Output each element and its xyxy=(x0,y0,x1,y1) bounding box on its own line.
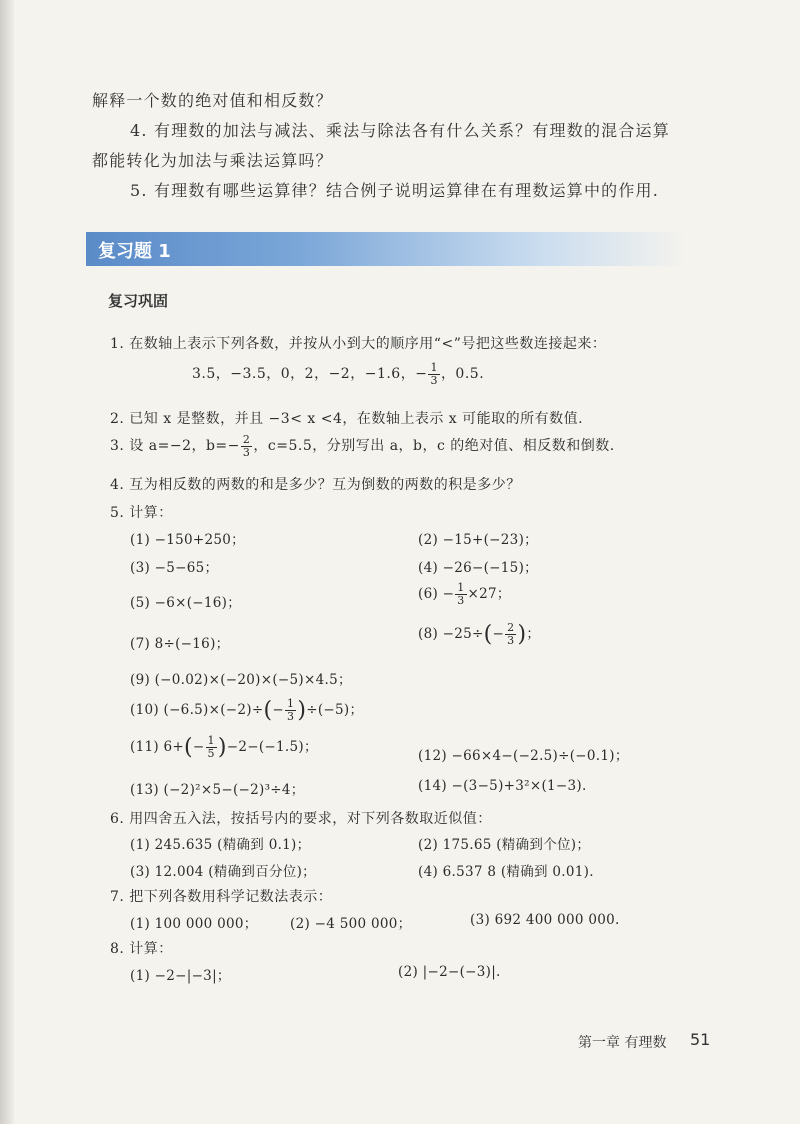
question-6-title: 6. 用四舍五入法，按括号内的要求，对下列各数取近似值： xyxy=(110,811,492,827)
intro-line-1: 解释一个数的绝对值和相反数？ xyxy=(92,91,333,110)
q5-item-10 xyxy=(130,698,363,723)
frac-numerator: 1 xyxy=(430,361,438,374)
q5-item-8-fraction xyxy=(505,622,516,646)
frac-denominator: 3 xyxy=(507,634,515,647)
q8-item-1: (1) −2−|−3|； xyxy=(130,968,231,984)
q5-item-11-b: −2−(−1.5)； xyxy=(226,739,318,755)
q7-item-1: (1) 100 000 000； xyxy=(130,916,258,932)
q3-fraction xyxy=(241,434,253,458)
section-heading: 复习巩固 xyxy=(108,292,169,310)
q5-item-6-fraction xyxy=(455,582,466,606)
frac-numerator: 2 xyxy=(507,621,515,635)
q3-part-a: 3. 设 a=−2，b=− xyxy=(110,438,240,455)
frac-denominator: 3 xyxy=(430,373,438,387)
q5-item-11-a: (11) 6+ xyxy=(130,739,185,755)
q5-item-10-fraction xyxy=(285,698,296,722)
question-7-title: 7. 把下列各数用科学记数法表示： xyxy=(110,889,333,905)
chapter-footer: 第一章 有理数 xyxy=(578,1035,667,1051)
frac-denominator: 3 xyxy=(457,594,465,607)
q5-item-1: (1) −150+250； xyxy=(130,532,245,548)
q5-item-2: (2) −15+(−23)； xyxy=(418,532,538,548)
page-binding-edge xyxy=(0,0,14,1124)
q5-item-8-b: ； xyxy=(526,626,541,642)
intro-line-2: 4. 有理数的加法与减法、乘法与除法各有什么关系？有理数的混合运算 xyxy=(130,121,670,140)
question-1-numbers xyxy=(192,362,484,386)
question-2: 2. 已知 x 是整数，并且 −3< x <4，在数轴上表示 x 可能取的所有数值. xyxy=(110,411,584,427)
q5-item-3: (3) −5−65； xyxy=(130,560,219,576)
intro-line-4: 5. 有理数有哪些运算律？结合例子说明运算律在有理数运算中的作用. xyxy=(130,181,660,200)
q8-item-2: (2) |−2−(−3)|. xyxy=(398,964,501,980)
right-paren: ) xyxy=(297,698,307,723)
q5-item-11-fraction xyxy=(206,735,217,759)
left-paren: ( xyxy=(263,698,273,723)
q1-numbers-b: ，0.5. xyxy=(440,366,485,383)
minus-sign: − xyxy=(492,626,505,642)
q6-item-1: (1) 245.635 (精确到 0.1)； xyxy=(130,837,311,853)
q1-fraction xyxy=(428,362,440,386)
minus-sign: − xyxy=(192,739,205,755)
q5-item-4: (4) −26−(−15)； xyxy=(418,560,538,576)
frac-numerator: 1 xyxy=(207,734,215,748)
frac-numerator: 1 xyxy=(457,581,465,595)
q7-item-3: (3) 692 400 000 000. xyxy=(470,912,620,928)
right-paren: ) xyxy=(217,735,227,760)
frac-numerator: 1 xyxy=(287,697,295,711)
q5-item-11 xyxy=(130,735,318,760)
q5-item-5: (5) −6×(−16)； xyxy=(130,595,242,611)
frac-denominator: 5 xyxy=(207,747,215,760)
page-number: 51 xyxy=(690,1030,711,1049)
q1-numbers-a: 3.5，−3.5，0，2，−2，−1.6，− xyxy=(192,366,428,383)
question-1: 1. 在数轴上表示下列各数，并按从小到大的顺序用“<”号把这些数连接起来： xyxy=(110,336,607,352)
frac-denominator: 3 xyxy=(242,445,251,459)
q5-item-7: (7) 8÷(−16)； xyxy=(130,636,230,652)
q5-item-8 xyxy=(418,622,540,647)
q3-part-b: ，c=5.5，分别写出 a，b，c 的绝对值、相反数和倒数. xyxy=(253,438,615,455)
q5-item-10-b: ÷(−5)； xyxy=(306,702,364,718)
minus-sign: − xyxy=(272,702,284,718)
left-paren: ( xyxy=(184,735,193,760)
q5-item-6 xyxy=(418,582,511,607)
question-8-title: 8. 计算： xyxy=(110,941,173,957)
q5-item-6-a: (6) − xyxy=(418,586,455,602)
q7-item-2: (2) −4 500 000； xyxy=(290,916,412,932)
frac-denominator: 3 xyxy=(287,710,295,723)
right-paren: ) xyxy=(517,622,527,647)
q5-item-10-a: (10) (−6.5)×(−2)÷ xyxy=(130,702,264,718)
question-4: 4. 互为相反数的两数的和是多少？互为倒数的两数的积是多少？ xyxy=(110,477,521,493)
question-3 xyxy=(110,434,615,458)
q5-item-14: (14) −(3−5)+3²×(1−3). xyxy=(418,778,587,794)
frac-numerator: 2 xyxy=(242,433,251,446)
q5-item-13: (13) (−2)²×5−(−2)³÷4； xyxy=(130,782,305,798)
q6-item-4: (4) 6.537 8 (精确到 0.01). xyxy=(418,864,594,880)
q5-item-6-b: ×27； xyxy=(467,586,511,602)
review-banner xyxy=(86,232,686,266)
q6-item-3: (3) 12.004 (精确到百分位)； xyxy=(130,864,316,880)
banner-title: 复习题 1 xyxy=(98,241,171,262)
q5-item-8-a: (8) −25÷ xyxy=(418,626,484,642)
intro-line-3: 都能转化为加法与乘法运算吗？ xyxy=(92,151,333,170)
q5-item-9: (9) (−0.02)×(−20)×(−5)×4.5； xyxy=(130,672,352,688)
question-5-title: 5. 计算： xyxy=(110,505,173,521)
q5-item-12: (12) −66×4−(−2.5)÷(−0.1)； xyxy=(418,748,629,764)
left-paren: ( xyxy=(483,622,493,647)
q6-item-2: (2) 175.65 (精确到个位)； xyxy=(418,837,591,853)
